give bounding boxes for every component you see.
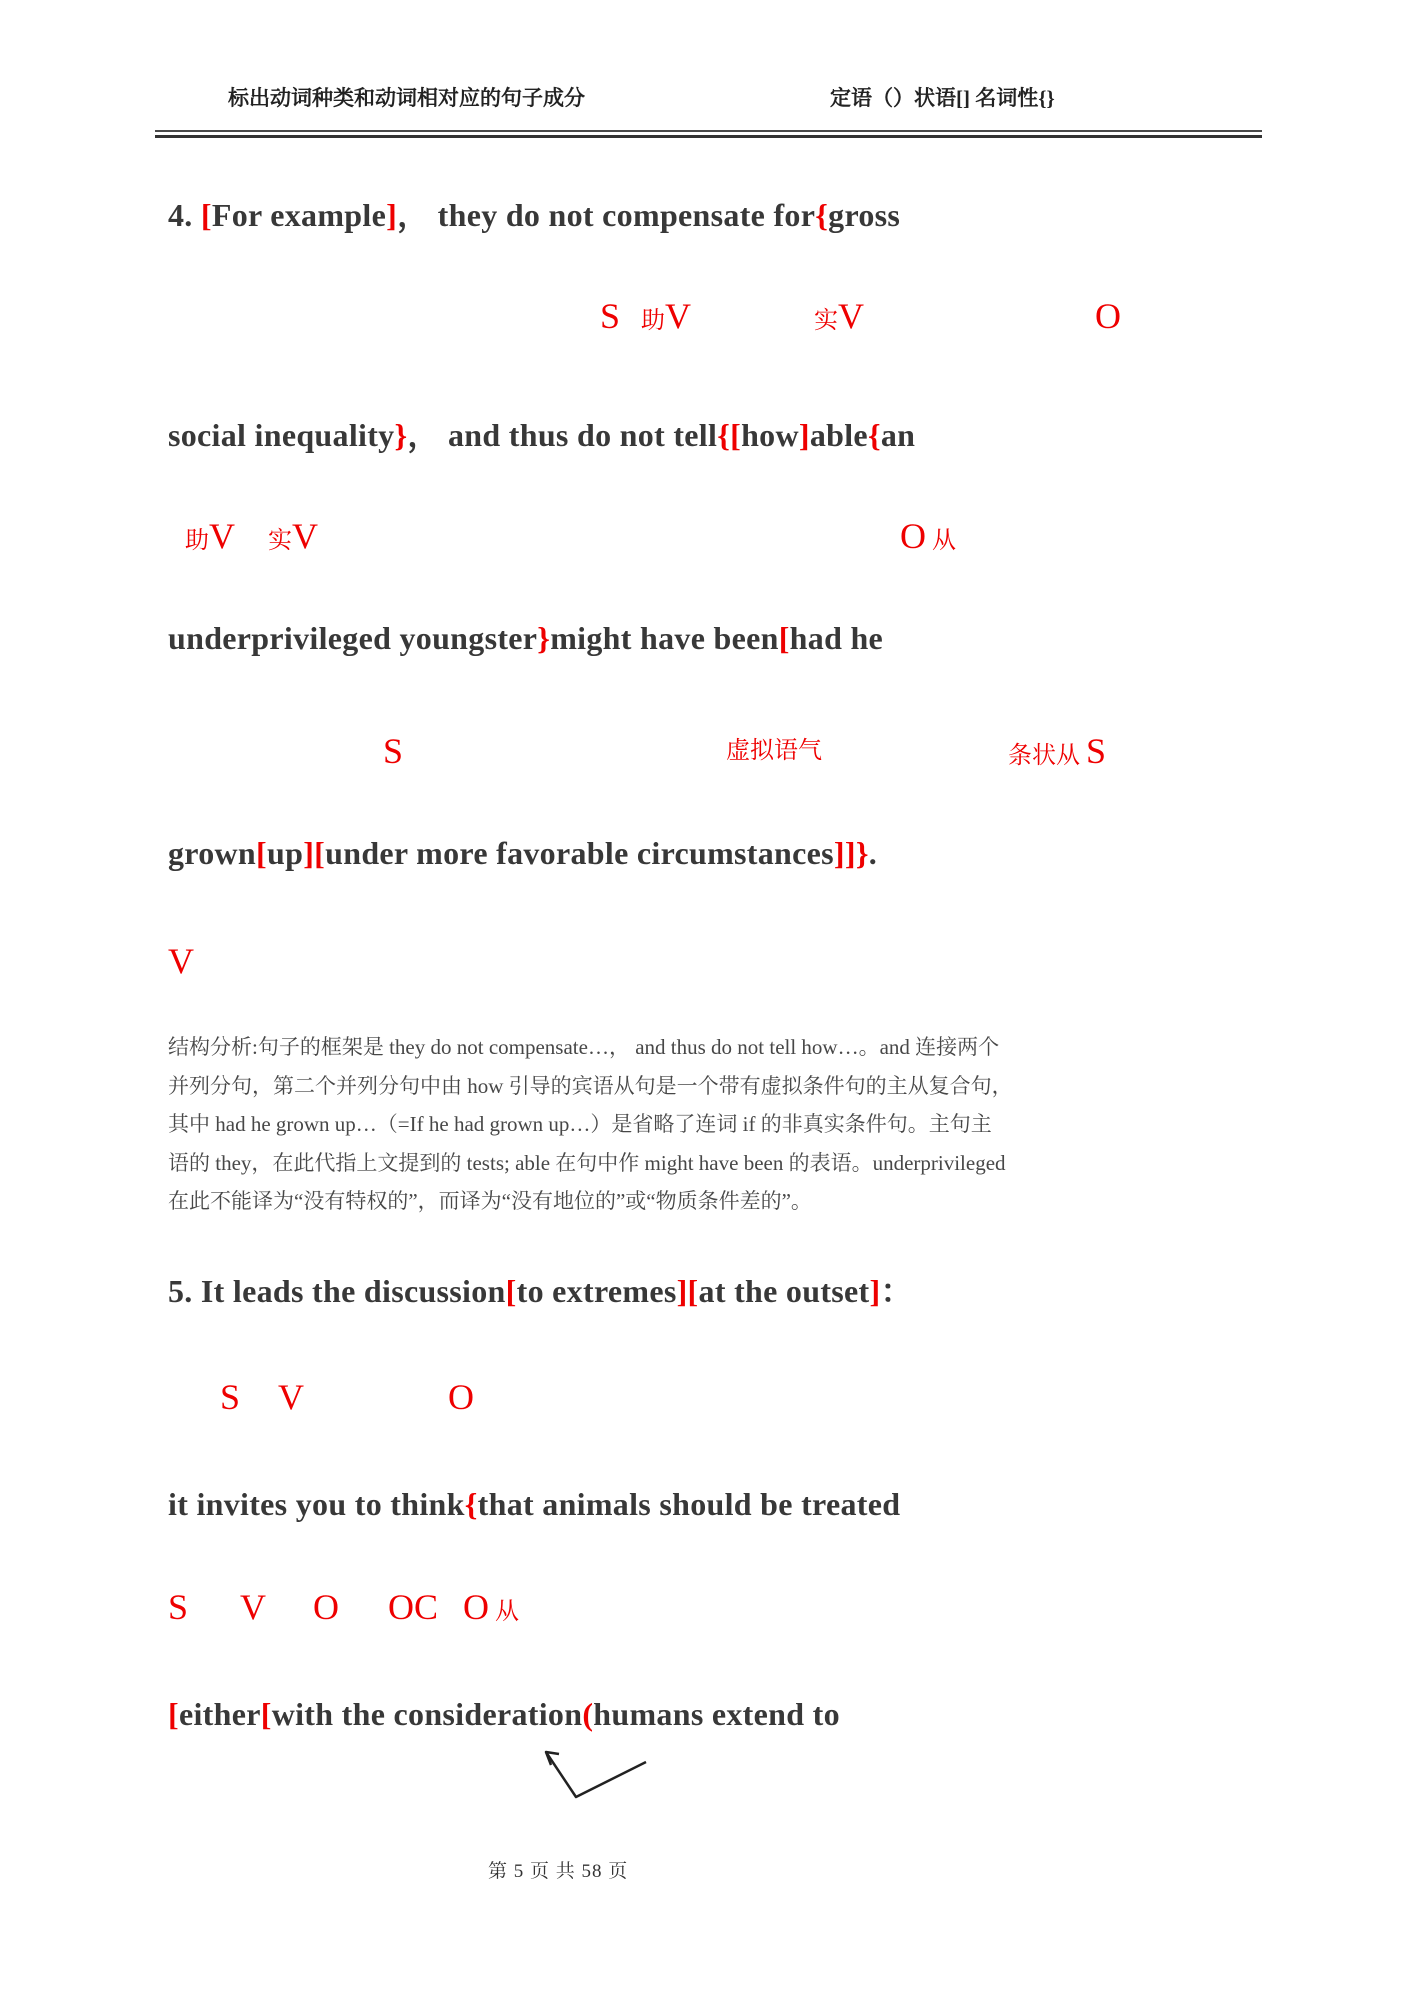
bracket-mark: ] bbox=[386, 197, 398, 233]
text-segment: with the consideration bbox=[271, 1696, 583, 1732]
header-rule-thick bbox=[155, 135, 1262, 138]
annotation-token bbox=[1095, 293, 1121, 339]
annotation-row-1 bbox=[0, 293, 1414, 341]
text-segment: might have been bbox=[550, 620, 779, 656]
text-segment: underprivileged youngster bbox=[168, 620, 538, 656]
grammar-symbol: V bbox=[240, 1587, 266, 1627]
annotation-row-5 bbox=[0, 1374, 1414, 1422]
sentence-line-5-1 bbox=[168, 1266, 913, 1312]
grammar-symbol: S bbox=[168, 1587, 189, 1627]
structure-analysis-paragraph bbox=[168, 1028, 1268, 1221]
bracket-mark: ( bbox=[582, 1696, 594, 1732]
sentence-line-4-2 bbox=[168, 410, 915, 456]
grammar-label-cjk: 从 bbox=[926, 528, 956, 554]
text-segment: ： bbox=[880, 1273, 913, 1309]
annotation-token bbox=[726, 728, 822, 774]
text-segment: up bbox=[267, 835, 304, 871]
grammar-symbol: V bbox=[209, 516, 235, 556]
grammar-label-cjk: 助 bbox=[185, 528, 209, 554]
header-left-title: 标出动词种类和动词相对应的句子成分 bbox=[228, 86, 585, 110]
annotation-token bbox=[220, 1374, 240, 1420]
annotation-row-3 bbox=[0, 728, 1414, 776]
bracket-mark: [ bbox=[505, 1273, 517, 1309]
grammar-symbol: O bbox=[900, 516, 926, 556]
text-segment: ， they do not compensate for bbox=[397, 197, 816, 233]
bracket-mark: ][ bbox=[676, 1273, 699, 1309]
text-segment: 5. It leads the discussion bbox=[168, 1273, 506, 1309]
grammar-label-cjk: 条状从 bbox=[1008, 743, 1086, 769]
bracket-mark: { bbox=[464, 1486, 478, 1522]
grammar-symbol: O bbox=[1095, 296, 1121, 336]
annotation-row-4 bbox=[0, 938, 1414, 986]
annotation-token bbox=[168, 938, 194, 984]
bracket-mark: ]]} bbox=[833, 835, 869, 871]
annotation-token bbox=[1008, 728, 1106, 779]
sentence-line-4-1 bbox=[168, 190, 900, 236]
text-segment: gross bbox=[828, 197, 901, 233]
bracket-mark: [ bbox=[256, 835, 267, 871]
header-right-legend: 定语（）状语[] 名词性{} bbox=[830, 86, 1055, 110]
text-segment: had he bbox=[789, 620, 884, 656]
text-segment: an bbox=[880, 417, 916, 453]
grammar-symbol: V bbox=[168, 941, 194, 981]
text-segment: either bbox=[178, 1696, 261, 1732]
text-segment: ， and thus do not tell bbox=[407, 417, 718, 453]
grammar-label-cjk: 实 bbox=[268, 528, 292, 554]
annotation-token bbox=[388, 1584, 438, 1630]
annotation-token bbox=[900, 513, 956, 564]
text-segment: that animals should be treated bbox=[477, 1486, 901, 1522]
grammar-symbol: S bbox=[383, 731, 404, 771]
grammar-label-cjk: 助 bbox=[641, 308, 665, 334]
text-segment: under more favorable circumstances bbox=[325, 835, 834, 871]
bracket-mark: { bbox=[867, 417, 881, 453]
grammar-symbol: V bbox=[278, 1377, 304, 1417]
page-footer: 第 5 页 共 58 页 bbox=[488, 1861, 629, 1882]
bracket-mark: ] bbox=[798, 417, 810, 453]
annotation-token bbox=[463, 1584, 519, 1635]
grammar-symbol: V bbox=[292, 516, 318, 556]
bracket-mark: [ bbox=[200, 197, 212, 233]
bracket-mark: {[ bbox=[717, 417, 742, 453]
grammar-symbol: S bbox=[600, 296, 621, 336]
grammar-label-cjk: 从 bbox=[489, 1599, 519, 1625]
grammar-symbol: O bbox=[448, 1377, 474, 1417]
text-segment: able bbox=[809, 417, 868, 453]
bracket-mark: [ bbox=[778, 620, 790, 656]
sentence-line-5-3 bbox=[168, 1696, 840, 1733]
annotation-token bbox=[313, 1584, 339, 1630]
hand-drawn-arrow bbox=[528, 1742, 728, 1812]
annotation-token bbox=[268, 513, 318, 564]
bracket-mark: [ bbox=[168, 1696, 179, 1732]
grammar-symbol: V bbox=[665, 296, 691, 336]
text-segment: it invites you to think bbox=[168, 1486, 465, 1522]
annotation-token bbox=[383, 728, 403, 774]
annotation-token bbox=[278, 1374, 304, 1420]
text-segment: how bbox=[741, 417, 799, 453]
text-segment: 4. bbox=[168, 197, 201, 233]
annotation-token bbox=[185, 513, 235, 564]
annotation-row-6 bbox=[0, 1584, 1414, 1632]
text-segment: . bbox=[868, 835, 878, 871]
bracket-mark: { bbox=[815, 197, 829, 233]
text-segment: For example bbox=[211, 197, 387, 233]
sentence-line-5-2 bbox=[168, 1486, 900, 1523]
grammar-symbol: S bbox=[1086, 731, 1107, 771]
grammar-label-cjk: 实 bbox=[814, 308, 838, 334]
annotation-token bbox=[240, 1584, 266, 1630]
analysis-line: 结构分析:句子的框架是 they do not compensate…， and thus do not tell how…。and 连接两个 bbox=[168, 1035, 1000, 1059]
bracket-mark: } bbox=[394, 417, 408, 453]
grammar-symbol: V bbox=[838, 296, 864, 336]
header-rule-thin bbox=[155, 130, 1262, 132]
text-segment: grown bbox=[168, 835, 257, 871]
arrow-shaft bbox=[546, 1752, 646, 1797]
analysis-line: 其中 had he grown up…（=If he had grown up…）是省略了连词 if 的非真实条件句。主句主 bbox=[168, 1112, 992, 1136]
annotation-token bbox=[641, 293, 691, 344]
grammar-symbol: O bbox=[313, 1587, 339, 1627]
grammar-symbol: O bbox=[463, 1587, 489, 1627]
text-segment: social inequality bbox=[168, 417, 395, 453]
sentence-line-4-4 bbox=[168, 835, 877, 872]
text-segment: humans extend to bbox=[593, 1696, 840, 1732]
annotation-token bbox=[814, 293, 864, 344]
annotation-token bbox=[448, 1374, 474, 1420]
bracket-mark: } bbox=[537, 620, 551, 656]
text-segment: to extremes bbox=[516, 1273, 677, 1309]
annotation-row-2 bbox=[0, 513, 1414, 561]
bracket-mark: [ bbox=[260, 1696, 272, 1732]
analysis-line: 并列分句，第二个并列分句中由 how 引导的宾语从句是一个带有虚拟条件句的主从复合句， bbox=[168, 1073, 1013, 1098]
grammar-symbol: OC bbox=[388, 1587, 439, 1627]
grammar-label-cjk: 虚拟语气 bbox=[726, 738, 822, 764]
analysis-line: 在此不能译为“没有特权的”，而译为“没有地位的”或“物质条件差的”。 bbox=[168, 1189, 812, 1213]
bracket-mark: ][ bbox=[303, 835, 326, 871]
bracket-mark: ] bbox=[869, 1273, 881, 1309]
annotation-token bbox=[600, 293, 620, 339]
annotation-token bbox=[168, 1584, 188, 1630]
analysis-line: 语的 they，在此代指上文提到的 tests; able 在句中作 might have been 的表语。underprivileged bbox=[168, 1150, 1006, 1175]
grammar-symbol: S bbox=[220, 1377, 241, 1417]
sentence-line-4-3 bbox=[168, 620, 883, 657]
text-segment: at the outset bbox=[698, 1273, 870, 1309]
